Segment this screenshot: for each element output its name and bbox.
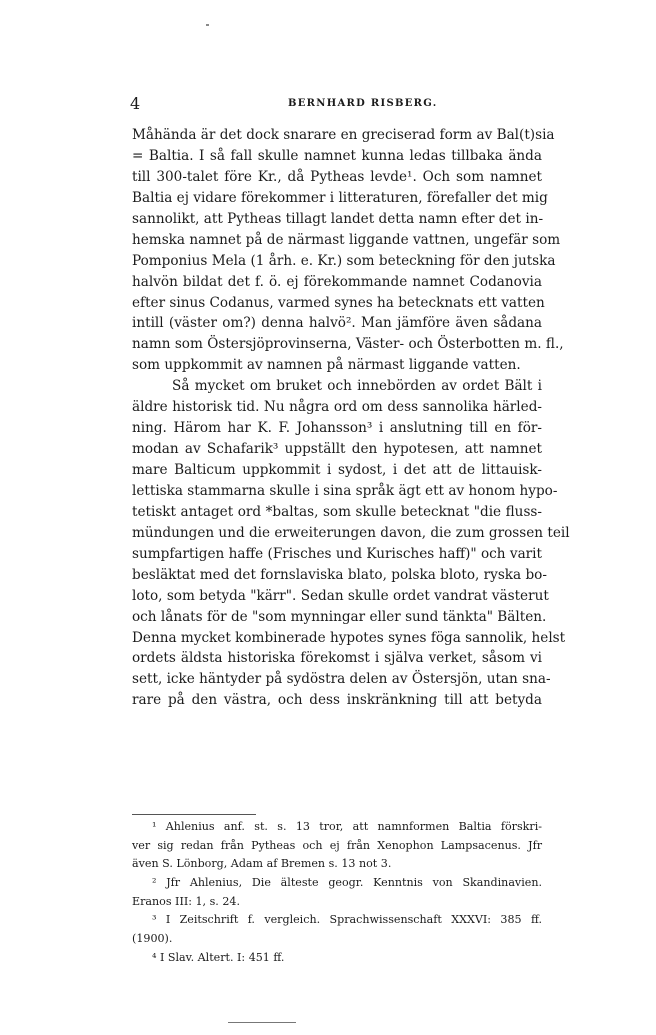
footnote-2-line: ² Jfr Ahlenius, Die älteste geogr. Kenntnis von Skandinavien. [152, 876, 542, 890]
text-line: halvön bildat det f. ö. ej förekommande namnet Codanovia [132, 273, 542, 290]
text-line: lettiska stammarna skulle i sina språk ägt ett av honom hypo- [132, 482, 558, 499]
page-header [130, 94, 536, 114]
text-line: ordets äldsta historiska förekomst i själva verket, såsom vi [132, 650, 542, 667]
text-line: modan av Schafarik³ uppställt den hypotesen, att namnet [132, 441, 542, 458]
text-line: och lånats för de "som mynningar eller sund tänkta" Bälten. [132, 608, 547, 625]
footnote-2-line: Eranos III: 1, s. 24. [132, 894, 240, 908]
running-head: BERNHARD RISBERG. [288, 98, 438, 109]
text-line: namn som Östersjöprovinserna, Väster- och Österbotten m. fl., [132, 336, 564, 353]
text-line: Pomponius Mela (1 årh. e. Kr.) som beteckning för den jutska [132, 252, 556, 269]
text-line: ning. Härom har K. F. Johansson³ i anslutning till en för- [132, 420, 542, 437]
text-line: loto, som betyda "kärr". Sedan skulle ordet vandrat västerut [132, 587, 549, 604]
text-line: som uppkommit av namnen på närmast liggande vatten. [132, 357, 521, 374]
page-number: 4 [130, 94, 141, 113]
text-line: intill (väster om?) denna halvö². Man jämföre även sådana [132, 315, 542, 332]
text-line: besläktat med det fornslaviska blato, polska bloto, ryska bo- [132, 566, 547, 583]
body-text [132, 125, 570, 711]
text-line: Måhända är det dock snarare en greciserad form av Bal(t)sia [132, 127, 555, 143]
text-line: tetiskt antaget ord *baltas, som skulle betecknat "die fluss- [132, 503, 542, 520]
footnote-1-line: ver sig redan från Pytheas och ej från Xenophon Lampsacenus. Jfr [132, 838, 542, 852]
text-line: sumpfartigen haffe (Frisches und Kurisches haff)" och varit [132, 545, 542, 562]
footnote-3-line: (1900). [132, 932, 173, 946]
text-line: Baltia ej vidare förekommer i litteraturen, förefaller det mig [132, 189, 548, 206]
text-line: = Baltia. I så fall skulle namnet kunna ledas tillbaka ända [132, 147, 542, 164]
footnote-4-line: ⁴ I Slav. Altert. I: 451 ff. [152, 950, 285, 964]
footnote-1-line: även S. Lönborg, Adam af Bremen s. 13 not 3. [132, 857, 392, 871]
footnote-1-line: ¹ Ahlenius anf. st. s. 13 tror, att namnformen Baltia förskri- [152, 820, 542, 833]
text-line: äldre historisk tid. Nu några ord om dess sannolika härled- [132, 399, 542, 416]
text-line: rare på den västra, och dess inskränkning till att betyda [132, 692, 542, 709]
text-line: Denna mycket kombinerade hypotes synes föga sannolik, helst [132, 629, 566, 646]
text-line: sannolikt, att Pytheas tillagt landet detta namn efter det in- [132, 210, 544, 227]
text-line: sett, icke häntyder på sydöstra delen av Östersjön, utan sna- [132, 671, 551, 688]
speck-mark [206, 24, 209, 26]
bottom-edge-mark [228, 1022, 296, 1023]
footnote-3-line: ³ I Zeitschrift f. vergleich. Sprachwissenschaft XXXVI: 385 ff. [152, 913, 542, 927]
paragraph-start-line: Så mycket om bruket och innebörden av ordet Bält i [172, 378, 542, 395]
text-line: hemska namnet på de närmast liggande vattnen, ungefär som [132, 231, 561, 248]
text-line: mare Balticum uppkommit i sydost, i det att de littauisk- [132, 462, 542, 478]
text-line: till 300-talet före Kr., då Pytheas levde¹. Och som namnet [132, 168, 542, 185]
footnote-divider [132, 814, 256, 815]
text-line: efter sinus Codanus, varmed synes ha betecknats ett vatten [132, 294, 545, 311]
text-line: mündungen und die erweiterungen davon, die zum grossen teil [132, 524, 570, 541]
footnotes [132, 818, 542, 968]
